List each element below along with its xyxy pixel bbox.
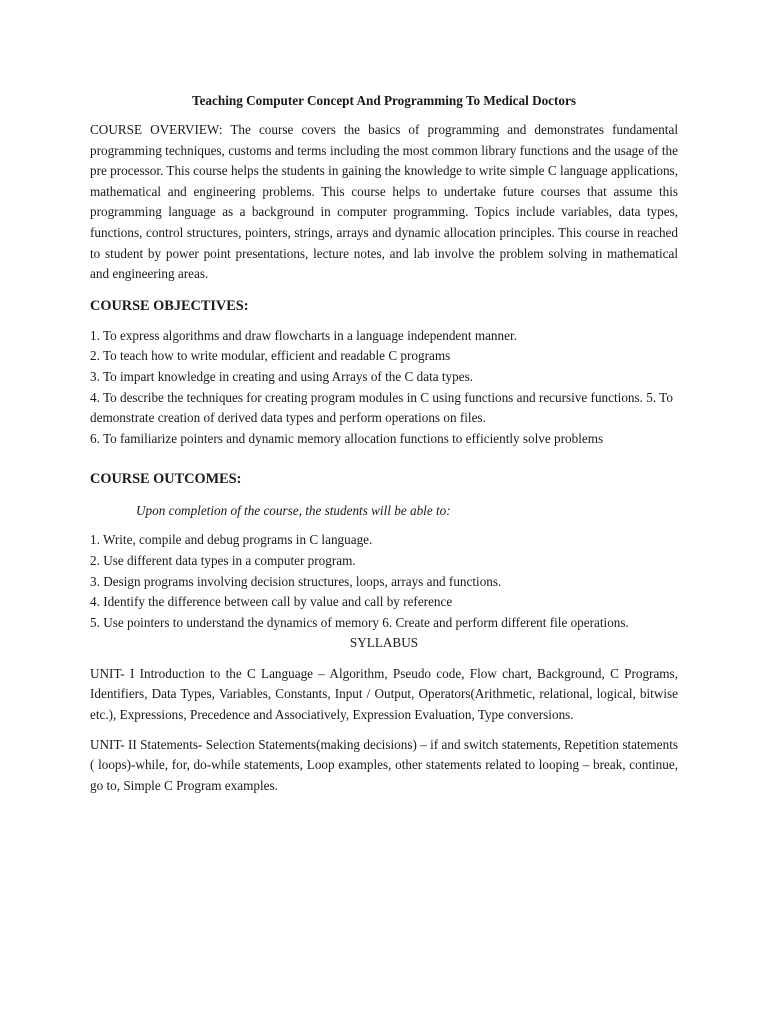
outcome-item: 5. Use pointers to understand the dynamics of memory 6. Create and perform different file operations. — [90, 614, 629, 630]
outcome-item: 1. Write, compile and debug programs in C language. — [90, 532, 373, 548]
outcome-item: 2. Use different data types in a computer program. — [90, 552, 356, 568]
outcome-item: 4. Identify the difference between call by value and call by reference — [90, 594, 453, 610]
objectives-heading: COURSE OBJECTIVES: — [90, 297, 249, 314]
objectives-list — [90, 326, 678, 450]
outcome-item: 3. Design programs involving decision structures, loops, arrays and functions. — [90, 573, 502, 589]
outcomes-list — [90, 530, 678, 633]
syllabus-unit-2: UNIT- II Statements- Selection Statements(making decisions) – if and switch statements, Repetition statements ( loops)-while, for, do-while statements, Loop examples, other statements related to looping – break, continue, go to, Simple C Program examples. — [90, 736, 678, 793]
objective-item: 4. To describe the techniques for creating program modules in C using functions and recursive functions. 5. To demonstrate creation of derived data types and perform operations on files. — [90, 389, 673, 426]
syllabus-heading: SYLLABUS — [349, 635, 419, 651]
syllabus-unit-1: UNIT- I Introduction to the C Language – Algorithm, Pseudo code, Flow chart, Background, C Programs, Identifiers, Data Types, Variables, Constants, Input / Output, Operators(Arithmetic, relational, logical, bitwise etc.), Expressions, Precedence and Associatively, Expression Evaluation, Type conversions. — [90, 665, 678, 723]
document-title: Teaching Computer Concept And Programming To Medical Doctors — [191, 93, 577, 108]
objective-item: 6. To familiarize pointers and dynamic memory allocation functions to efficiently solve problems — [90, 430, 604, 446]
document-page — [90, 90, 678, 796]
objective-item: 2. To teach how to write modular, efficient and readable C programs — [90, 348, 451, 364]
outcomes-heading: COURSE OUTCOMES: — [90, 471, 242, 488]
outcomes-intro: Upon completion of the course, the students will be able to: — [136, 503, 451, 519]
course-overview-paragraph: COURSE OVERVIEW: The course covers the basics of programming and demonstrates fundamental programming techniques, customs and terms including the most common library functions and the usage of the pre processor. This course helps the students in gaining the knowledge to write simple C language applications, mathematical and engineering problems. This course helps to undertake future courses that assume this programming language as a background in computer programming. Topics include variables, data types, functions, control structures, pointers, strings, arrays and dynamic allocation principles. This course in reached to student by power point presentations, lecture notes, and lab involve the problem solving in mathematical and engineering areas. — [90, 122, 678, 282]
objective-item: 3. To impart knowledge in creating and using Arrays of the C data types. — [90, 368, 474, 384]
objective-item: 1. To express algorithms and draw flowcharts in a language independent manner. — [90, 327, 517, 343]
